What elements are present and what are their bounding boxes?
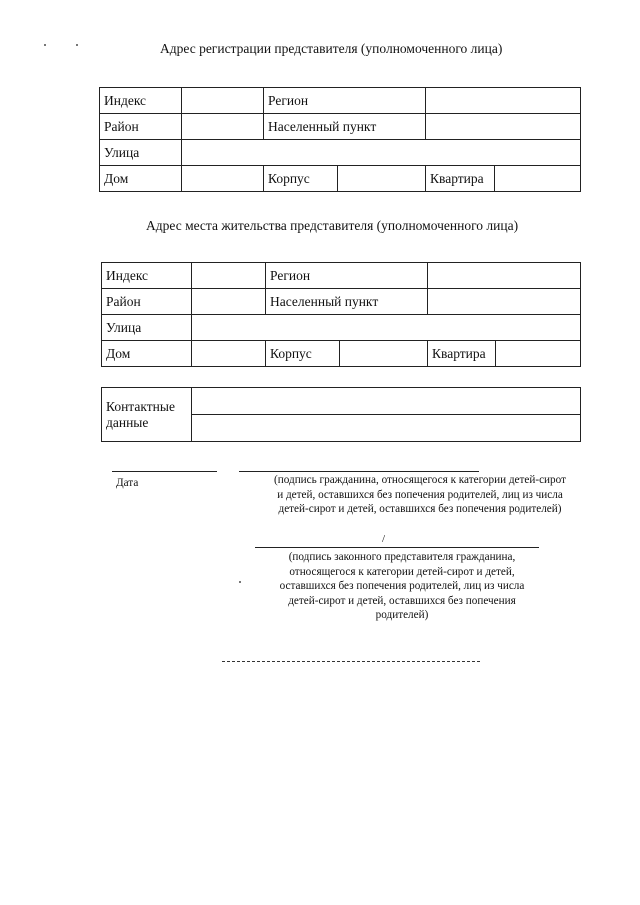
region-label: Регион bbox=[266, 263, 428, 289]
street-value-field[interactable] bbox=[192, 315, 581, 341]
district-label: Район bbox=[102, 289, 192, 315]
signature-slash: / bbox=[382, 533, 386, 545]
table-row bbox=[100, 166, 581, 192]
street-value-field[interactable] bbox=[182, 140, 581, 166]
representative-signature-caption bbox=[232, 550, 572, 623]
building-value-field[interactable] bbox=[340, 341, 428, 367]
district-value-field[interactable] bbox=[182, 114, 264, 140]
caption-line: относящегося к категории детей-сирот и детей, bbox=[289, 565, 515, 578]
caption-line: детей-сирот и детей, оставшихся без попечения bbox=[288, 594, 516, 607]
registration-address-title: Адрес регистрации представителя (уполномоченного лица) bbox=[160, 41, 503, 56]
caption-line: (подпись гражданина, относящегося к категории детей-сирот bbox=[274, 474, 566, 486]
house-label: Дом bbox=[102, 341, 192, 367]
scan-speck bbox=[76, 44, 78, 46]
apartment-value-field[interactable] bbox=[495, 166, 581, 192]
house-value-field[interactable] bbox=[192, 341, 266, 367]
contacts-label bbox=[102, 388, 192, 442]
caption-line: детей-сирот и детей, оставшихся без попечения родителей) bbox=[278, 503, 562, 515]
date-label: Дата bbox=[116, 477, 139, 489]
settlement-label: Населенный пункт bbox=[264, 114, 426, 140]
caption-line: (подпись законного представителя гражданина, bbox=[288, 551, 516, 563]
table-row bbox=[102, 263, 581, 289]
table-row bbox=[102, 341, 581, 367]
table-row bbox=[102, 315, 581, 341]
building-label: Корпус bbox=[264, 166, 338, 192]
contacts-table bbox=[101, 387, 581, 442]
street-label: Улица bbox=[102, 315, 192, 341]
contacts-label-line2: данные bbox=[106, 414, 149, 430]
settlement-value-field[interactable] bbox=[426, 114, 581, 140]
district-value-field[interactable] bbox=[192, 289, 266, 315]
index-value-field[interactable] bbox=[192, 263, 266, 289]
table-row bbox=[102, 388, 581, 415]
building-label: Корпус bbox=[266, 341, 340, 367]
contacts-value-field-1[interactable] bbox=[192, 388, 581, 415]
scan-speck bbox=[44, 44, 46, 46]
table-row bbox=[100, 140, 581, 166]
caption-line: и детей, оставшихся без попечения родителей, лиц из числа bbox=[277, 488, 563, 501]
citizen-signature-line bbox=[239, 471, 479, 472]
representative-signature-line bbox=[255, 547, 539, 548]
contacts-value-field-2[interactable] bbox=[192, 415, 581, 442]
table-row bbox=[100, 88, 581, 114]
house-value-field[interactable] bbox=[182, 166, 264, 192]
residence-address-table bbox=[101, 262, 581, 367]
building-value-field[interactable] bbox=[338, 166, 426, 192]
apartment-label: Квартира bbox=[428, 341, 496, 367]
region-label: Регион bbox=[264, 88, 426, 114]
table-row bbox=[102, 289, 581, 315]
registration-address-table bbox=[99, 87, 581, 192]
index-value-field[interactable] bbox=[182, 88, 264, 114]
contacts-label-line1: Контактные bbox=[106, 398, 175, 414]
apartment-value-field[interactable] bbox=[496, 341, 581, 367]
scan-speck bbox=[239, 581, 241, 583]
region-value-field[interactable] bbox=[428, 263, 581, 289]
table-row bbox=[100, 114, 581, 140]
index-label: Индекс bbox=[100, 88, 182, 114]
citizen-signature-caption bbox=[245, 473, 595, 517]
street-label: Улица bbox=[100, 140, 182, 166]
settlement-label: Населенный пункт bbox=[266, 289, 428, 315]
caption-line: родителей) bbox=[375, 609, 429, 621]
region-value-field[interactable] bbox=[426, 88, 581, 114]
residence-address-title: Адрес места жительства представителя (уполномоченного лица) bbox=[146, 218, 519, 233]
district-label: Район bbox=[100, 114, 182, 140]
apartment-label: Квартира bbox=[426, 166, 495, 192]
caption-line: оставшихся без попечения родителей, лиц из числа bbox=[279, 580, 525, 592]
date-line bbox=[112, 471, 217, 472]
index-label: Индекс bbox=[102, 263, 192, 289]
settlement-value-field[interactable] bbox=[428, 289, 581, 315]
house-label: Дом bbox=[100, 166, 182, 192]
dashed-separator bbox=[222, 661, 480, 662]
